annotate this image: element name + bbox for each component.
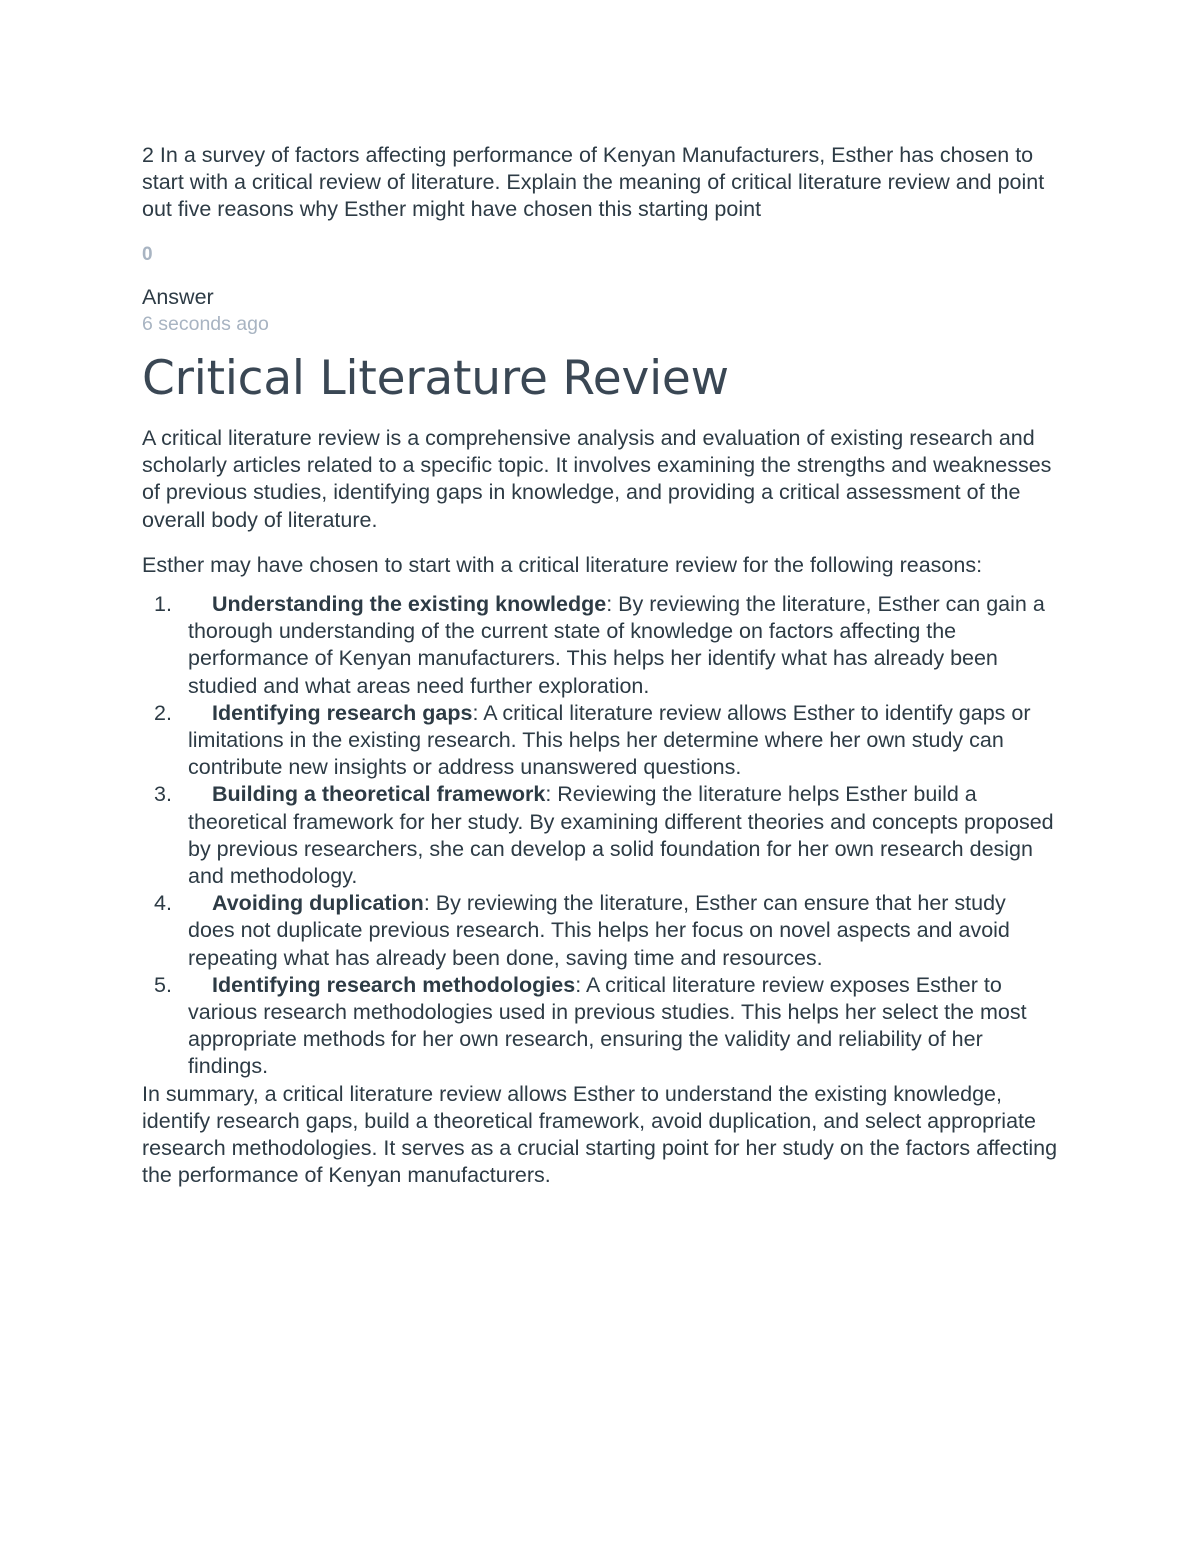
answer-timestamp: 6 seconds ago <box>142 313 269 335</box>
list-item-number: 3. <box>154 782 172 807</box>
list-item <box>142 591 1058 700</box>
list-item-number: 1. <box>154 592 172 617</box>
list-item-term: Identifying research gaps <box>212 700 473 725</box>
list-item-term: Identifying research methodologies <box>212 972 576 997</box>
answer-label: Answer <box>142 285 214 309</box>
vote-count[interactable]: 0 <box>142 244 153 265</box>
list-item-number: 5. <box>154 972 172 997</box>
list-item-number: 2. <box>154 700 172 725</box>
list-item <box>142 972 1058 1081</box>
list-item-term: Building a theoretical framework <box>212 782 546 807</box>
list-item-text: : A critical literature review allows Esther to identify gaps or limitations in the existing research. This helps her determine where her own study can contribute new insights or address unanswered questions. <box>188 700 1031 780</box>
list-item-number: 4. <box>154 891 172 916</box>
list-item <box>142 781 1058 890</box>
list-item-term: Understanding the existing knowledge <box>212 592 607 617</box>
definition-paragraph: A critical literature review is a comprehensive analysis and evaluation of existing research and scholarly articles related to a specific topic. It involves examining the strengths and weaknesses of previous studies, identifying gaps in knowledge, and providing a critical assessment of the overall body of literature. <box>142 426 1052 532</box>
list-item <box>142 890 1058 972</box>
document-page <box>142 142 1058 1189</box>
list-item-text: : A critical literature review exposes Esther to various research methodologies used in previous studies. This helps her select the most appropriate methods for her own research, ensuring the validity and reliability of her findings. <box>188 972 1027 1079</box>
summary-paragraph: In summary, a critical literature review allows Esther to understand the existing knowledge, identify research gaps, build a theoretical framework, avoid duplication, and select appropriate research methodologies. It serves as a crucial starting point for her study on the factors affecting the performance of Kenyan manufacturers. <box>142 1081 1058 1188</box>
list-item <box>142 700 1058 782</box>
list-item-text: : By reviewing the literature, Esther can gain a thorough understanding of the current state of knowledge on factors affecting the performance of Kenyan manufacturers. This helps her identify what has already been studied and what areas need further exploration. <box>188 592 1045 698</box>
reasons-list <box>142 591 1058 1081</box>
list-item-text: : By reviewing the literature, Esther can ensure that her study does not duplicate previous research. This helps her focus on novel aspects and avoid repeating what has already been done, saving time and resources. <box>188 891 1010 970</box>
list-item-term: Avoiding duplication <box>212 891 424 916</box>
list-item-text: : Reviewing the literature helps Esther build a theoretical framework for her study. By examining different theories and concepts proposed by previous researchers, she can develop a solid foundation for her own research design and methodology. <box>188 782 1054 889</box>
intro-paragraph: Esther may have chosen to start with a critical literature review for the following reasons: <box>142 552 983 577</box>
answer-heading: Critical Literature Review <box>142 351 729 406</box>
question-text: 2 In a survey of factors affecting performance of Kenyan Manufacturers, Esther has chosen to start with a critical review of literature. Explain the meaning of critical literature review and point out five reasons why Esther might have chosen this starting point <box>142 143 1045 221</box>
